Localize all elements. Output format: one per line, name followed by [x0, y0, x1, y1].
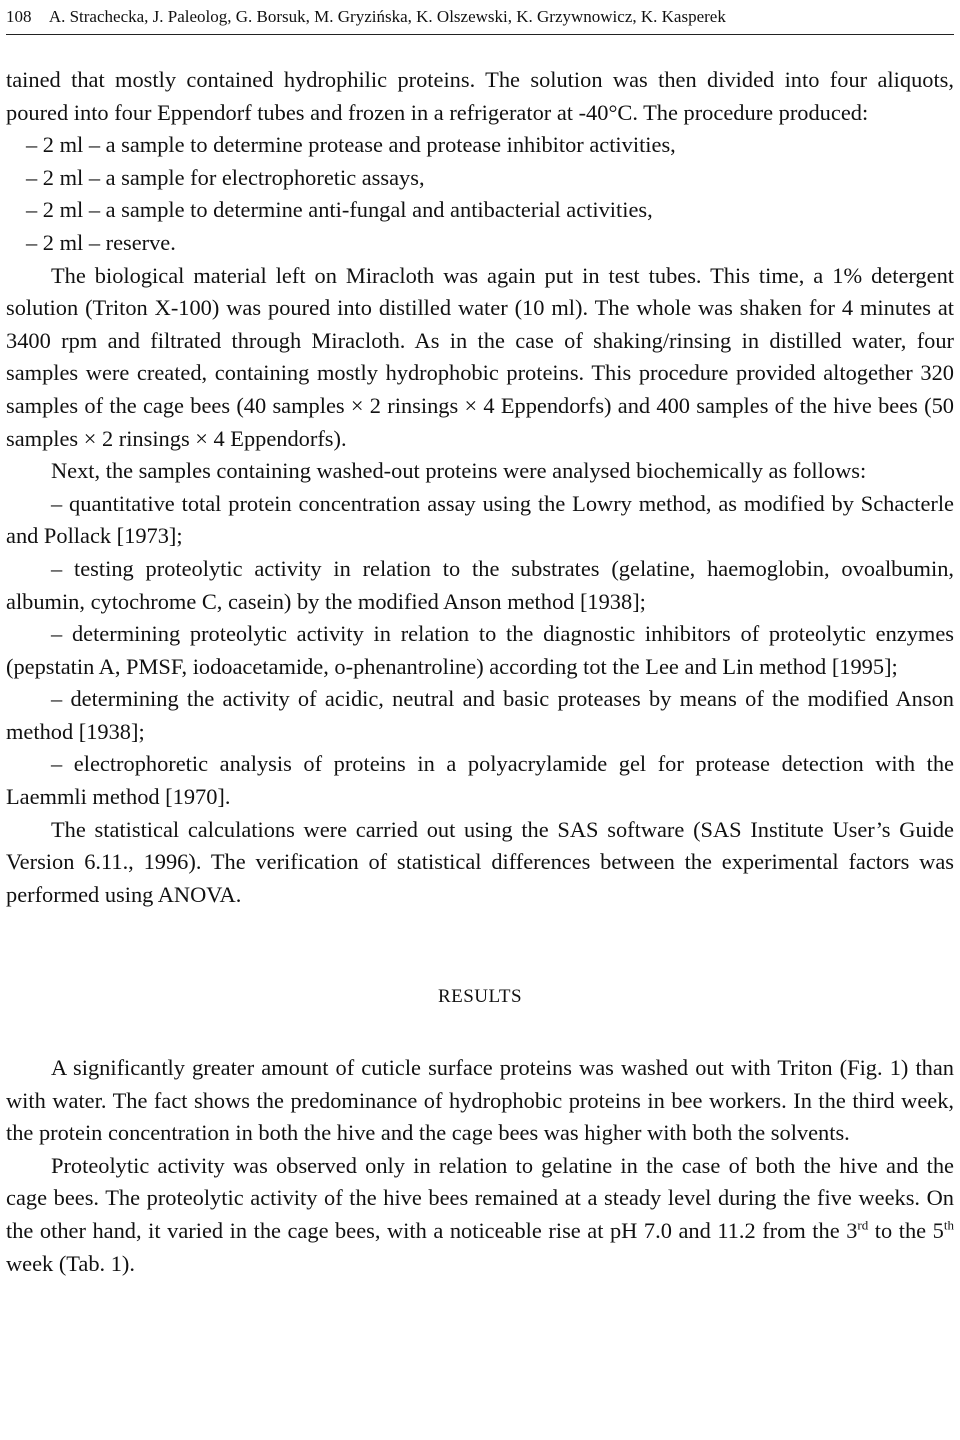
sample-item: – 2 ml – a sample for electrophoretic assays, — [26, 164, 425, 190]
methods-paragraph-4: The statistical calculations were carried out using the SAS software (SAS Institute User’s Guide Version 6.11., 1996). The verification of statistical differences between the experimental factors was performed using ANOVA. — [6, 816, 954, 907]
superscript-th: th — [943, 1217, 954, 1233]
analysis-item: – testing proteolytic activity in relation to the substrates (gelatine, haemoglobin, ovoalbumin, albumin, cytochrome C, casein) by the modified Anson method [1938]; — [6, 555, 954, 614]
results-paragraph-2-text-a: Proteolytic activity was observed only in relation to gelatine in the case of both the hive and the cage bees. The proteolytic activity of the hive bees remained at a steady level during the five weeks. On the other hand, it varied in the cage bees, with a noticeable rise at pH 7.0 and 11.2 from the 3 — [6, 1152, 954, 1243]
sample-item: – 2 ml – a sample to determine protease and protease inhibitor activities, — [26, 132, 676, 158]
results-paragraph-2 — [6, 1150, 954, 1280]
superscript-rd: rd — [857, 1217, 869, 1233]
analysis-item: – determining the activity of acidic, neutral and basic proteases by means of the modified Anson method [1938]; — [6, 686, 954, 744]
results-heading: RESULTS — [437, 986, 523, 1008]
results-paragraph-2-text-b: to the 5 — [868, 1218, 944, 1243]
page-body — [6, 64, 954, 1280]
methods-paragraph-3: Next, the samples containing washed-out proteins were analysed biochemically as follows: — [51, 458, 867, 484]
methods-paragraph-2: The biological material left on Miracloth was again put in test tubes. This time, a 1% detergent solution (Triton X-100) was poured into distilled water (10 ml). The whole was shaken for 4 minutes at 3400 rpm and filtrated through Miracloth. As in the case of shaking/rinsing in distilled water, four samples were created, containing mostly hydrophobic proteins. This procedure provided altogether 320 samples of the cage bees (40 samples × 2 rinsings × 4 Eppendorfs) and 400 samples of the hive bees (50 samples × 2 rinsings × 4 Eppendorfs). — [6, 262, 954, 451]
methods-paragraph-1: tained that mostly contained hydrophilic proteins. The solution was then divided into four aliquots, poured into four Eppendorf tubes and frozen in a refrigerator at -40°C. The procedure produced: — [6, 67, 954, 125]
page-number: 108 — [6, 7, 32, 26]
results-paragraph-1: A significantly greater amount of cuticle surface proteins was washed out with Triton (Fig. 1) than with water. The fact shows the predominance of hydrophobic proteins in bee workers. In the third week, the protein concentration in both the hive and the cage bees was higher with both the solvents. — [6, 1055, 954, 1146]
header-authors: A. Strachecka, J. Paleolog, G. Borsuk, M. Gryzińska, K. Olszewski, K. Grzywnowicz, K. Kasperek — [48, 7, 726, 26]
results-paragraph-2-text-c: week (Tab. 1). — [6, 1250, 135, 1276]
analysis-item: – electrophoretic analysis of proteins in a polyacrylamide gel for protease detection with the Laemmli method [1970]. — [6, 751, 954, 810]
running-header — [6, 0, 954, 35]
analysis-item: – quantitative total protein concentration assay using the Lowry method, as modified by Schacterle and Pollack [1973]; — [6, 490, 954, 549]
sample-item: – 2 ml – a sample to determine anti-fungal and antibacterial activities, — [26, 197, 653, 223]
sample-item: – 2 ml – reserve. — [26, 229, 176, 255]
analysis-item: – determining proteolytic activity in relation to the diagnostic inhibitors of proteolytic enzymes (pepstatin A, PMSF, iodoacetamide, o-phenantroline) according tot the Lee and Lin method [1995]; — [6, 621, 954, 679]
